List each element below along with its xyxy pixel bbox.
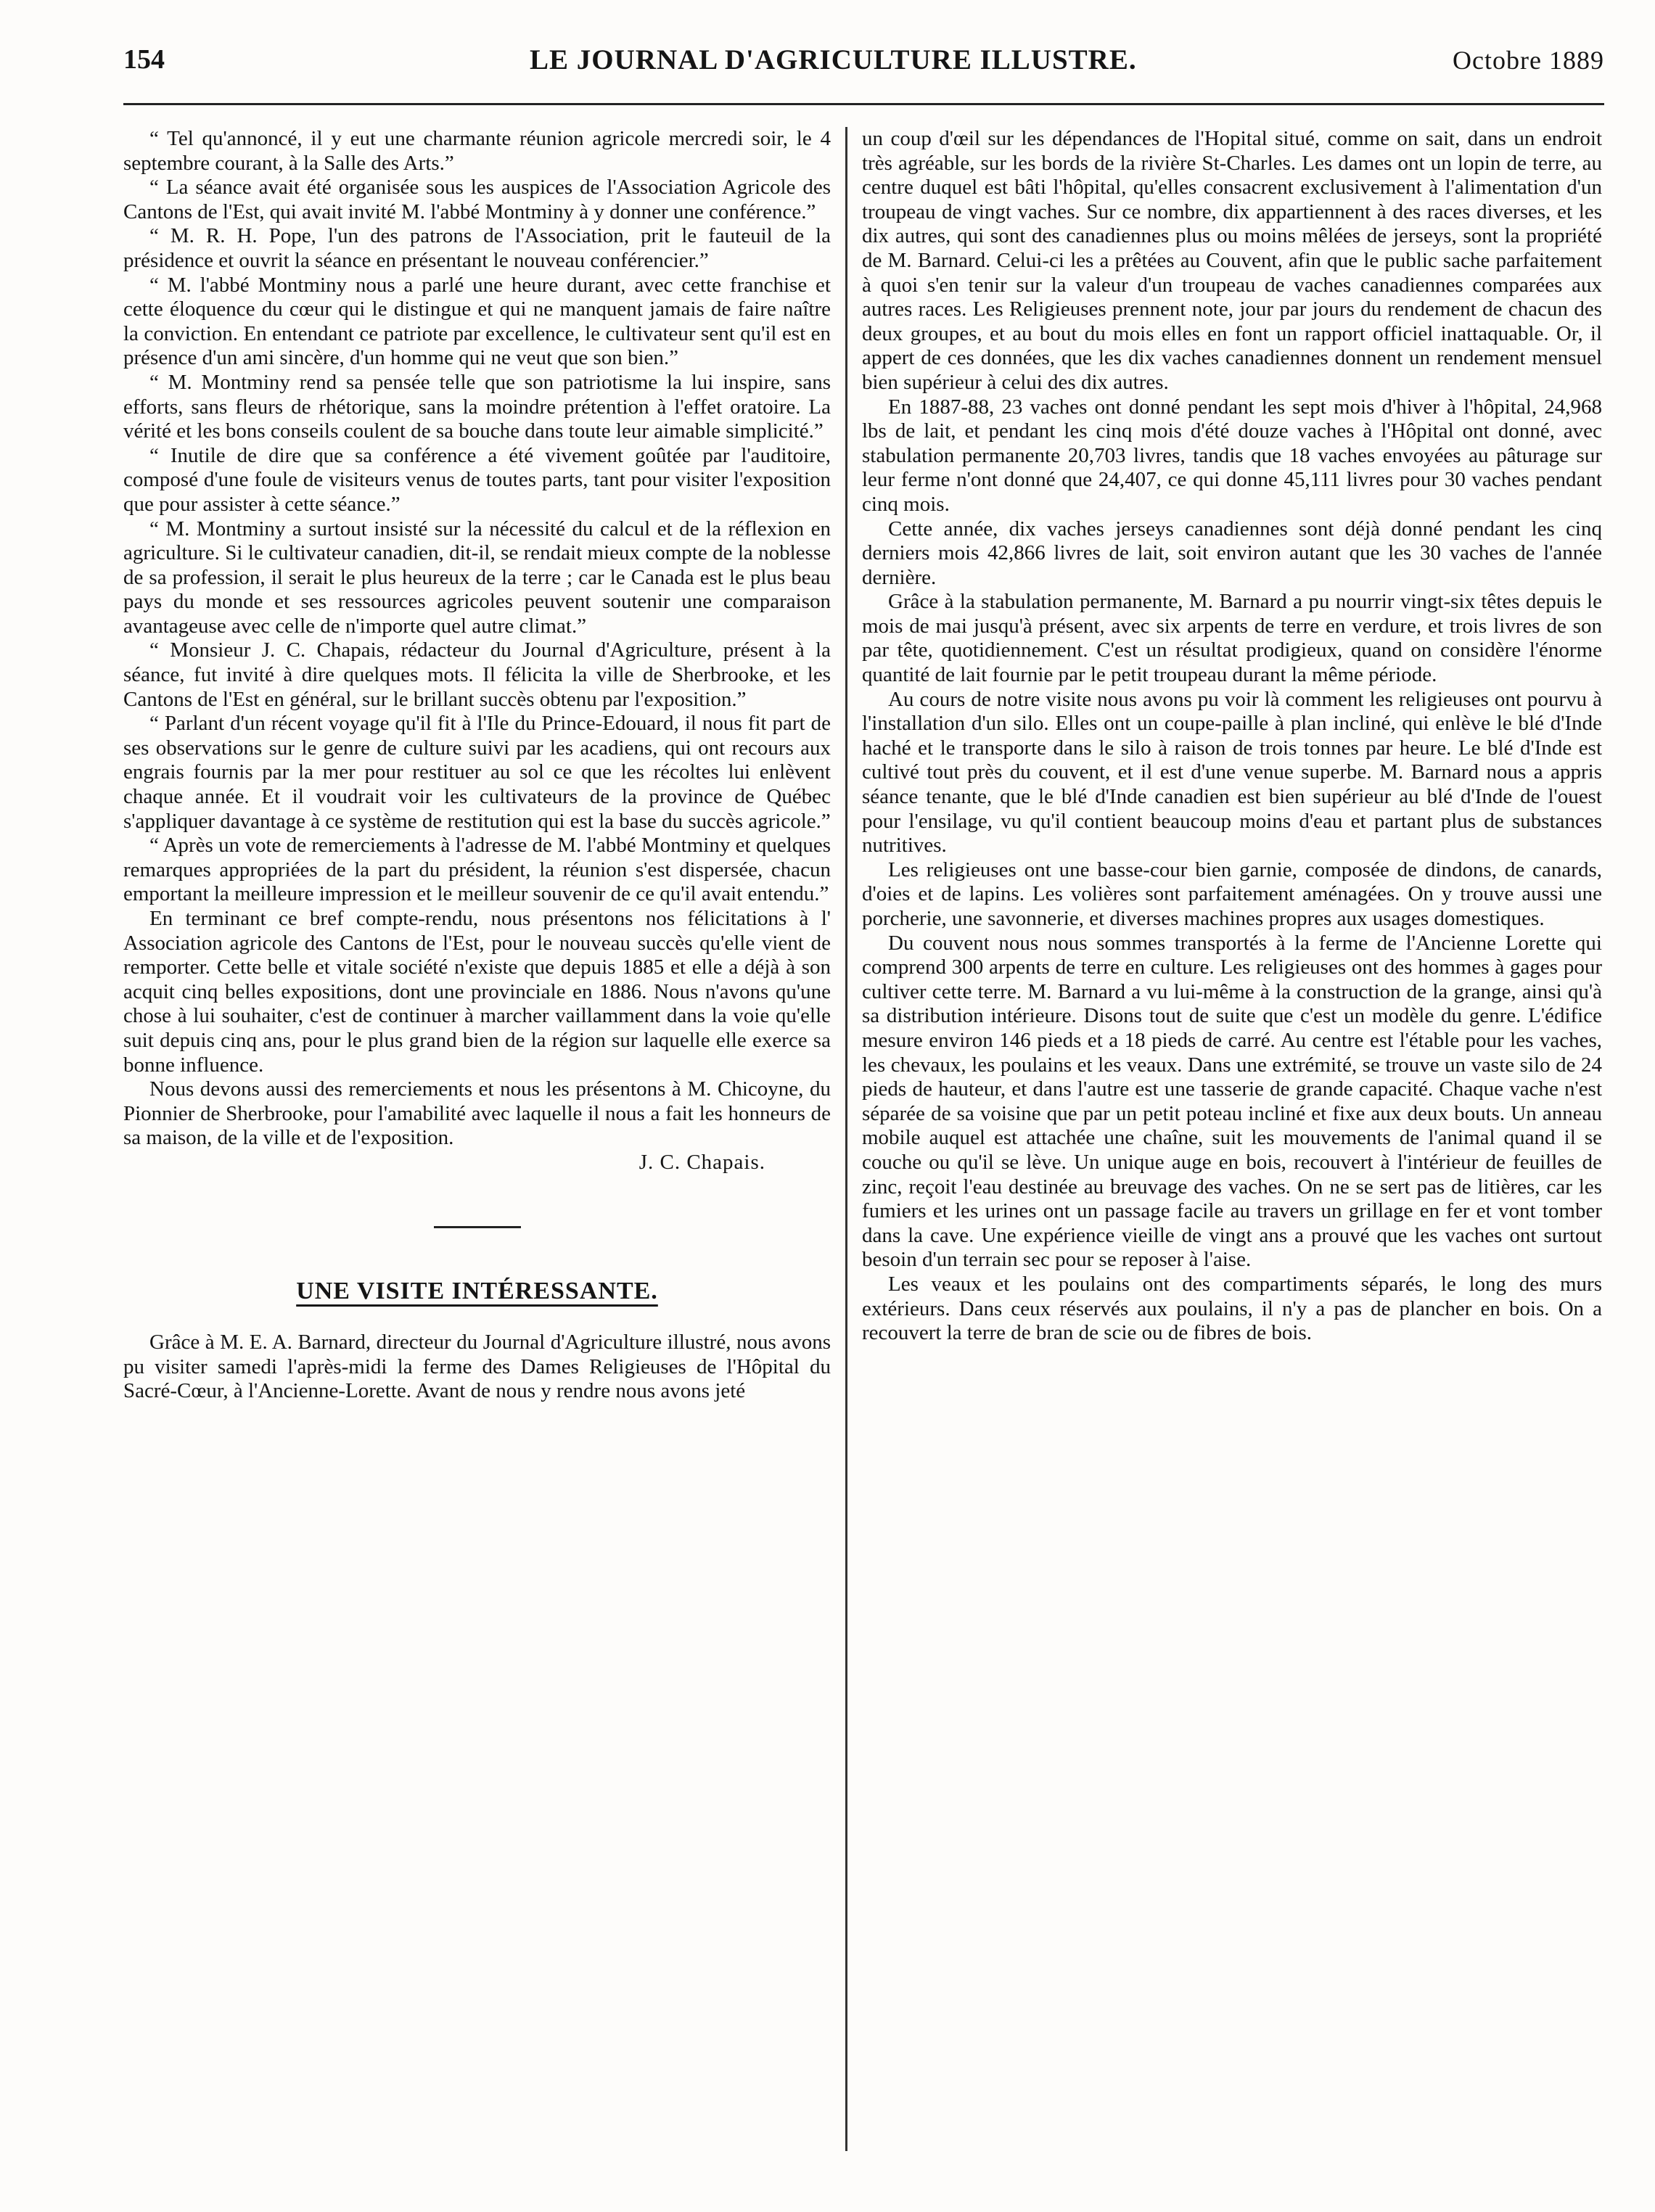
article-paragraph: Nous devons aussi des remerciements et nous les présentons à M. Chicoyne, du Pionnier de Sherbrooke, pour l'amabilité avec laquelle il nous a fait les honneurs de sa maison, de la ville et de l'exposition. [123, 1077, 831, 1150]
section-title: UNE VISITE INTÉRESSANTE. [296, 1277, 658, 1304]
article-paragraph: “ M. Montminy rend sa pensée telle que son patriotisme la lui inspire, sans efforts, sans fleurs de rhétorique, sans la moindre prétention à l'effet oratoire. La vérité et les bons conseils coulent de sa bouche dans toute leur aimable simplicité.” [123, 370, 831, 443]
article-paragraph: Les veaux et les poulains ont des compartiments séparés, le long des murs extérieurs. Dans ceux réservés aux poulains, il n'y a pas de plancher en bois. On a recouvert la terre de bran de scie ou de fibres de bois. [862, 1272, 1602, 1345]
article-paragraph: “ M. R. H. Pope, l'un des patrons de l'Association, prit le fauteuil de la présidence et ouvrit la séance en présentant le nouveau conférencier.” [123, 224, 831, 272]
article-paragraph: Du couvent nous nous sommes transportés à la ferme de l'Ancienne Lorette qui comprend 300 arpents de terre en culture. Les religieuses ont des hommes à gages pour cultiver cette terre. M. Barnard a vu lui-même à la construction de la grange, ainsi qu'à sa distribution intérieure. Disons tout de suite que c'est un modèle du genre. L'édifice mesure environ 146 pieds et a 18 pieds de carré. Au centre est l'étable pour les vaches, les chevaux, les poulains et les veaux. Dans une extrémité, se trouve un vaste silo de 24 pieds de hauteur, et dans l'autre est une tasserie de grande capacité. Chaque vache n'est séparée de sa voisine que par un petit poteau incliné et fixe aux deux bouts. Un anneau mobile auquel est attachée une chaîne, suit les mouvements de l'animal quand il se couche ou qu'il se lève. Un unique auge en bois, recouvert à l'intérieur de feuilles de zinc, reçoit l'eau destinée au breuvage des vaches. On ne se sert pas de litières, car les fumiers et les urines ont un passage facile au travers un grillage en fer et vont tomber dans la cave. Une expérience vieille de vingt ans a prouvé que les vaches ont surtout besoin d'un terrain sec pour se reposer à l'aise. [862, 931, 1602, 1272]
column-divider [845, 127, 847, 2151]
article-paragraph: En terminant ce bref compte-rendu, nous présentons nos félicitations à l' Association agricole des Cantons de l'Est, pour le nouveau succès qu'elle vient de remporter. Cette belle et vitale société n'existe que depuis 1885 et elle a déjà à son acquit cinq belles expositions, dont une provinciale en 1886. Nous n'avons qu'une chose à lui souhaiter, c'est de continuer à marcher vaillamment dans la voie qu'elle suit depuis cinq ans, pour le plus grand bien de la région sur laquelle elle exerce sa bonne influence. [123, 907, 831, 1077]
article-paragraph: “ Après un vote de remerciements à l'adresse de M. l'abbé Montminy et quelques remarques appropriées de la part du président, la réunion s'est dispersée, chacun emportant la meilleure impression et le meilleur souvenir de ce qu'il avait entendu.” [123, 834, 831, 906]
author-signature: J. C. Chapais. [638, 1150, 765, 1174]
page-header [123, 44, 1604, 87]
article-paragraph: “ Inutile de dire que sa conférence a été vivement goûtée par l'auditoire, composé d'une foule de visiteurs venus de toutes parts, tant pour visiter l'exposition que pour assister à cette séance.” [123, 443, 831, 516]
header-rule [123, 103, 1604, 105]
left-column [123, 127, 831, 1404]
section-divider [434, 1226, 521, 1228]
article-paragraph: “ Monsieur J. C. Chapais, rédacteur du Journal d'Agriculture, présent à la séance, fut invité à dire quelques mots. Il félicita la ville de Sherbrooke, et les Cantons de l'Est en général, sur le brillant succès obtenu par l'exposition.” [123, 638, 831, 711]
right-column [862, 127, 1602, 1346]
article-paragraph: “ La séance avait été organisée sous les auspices de l'Association Agricole des Cantons de l'Est, qui avait invité M. l'abbé Montminy à y donner une conférence.” [123, 176, 831, 223]
article-paragraph: Les religieuses ont une basse-cour bien garnie, composée de dindons, de canards, d'oies et de lapins. Les volières sont parfaitement aménagées. On y trouve aussi une porcherie, une savonnerie, et diverses machines propres aux usages domestiques. [862, 858, 1602, 930]
article-paragraph: “ Tel qu'annoncé, il y eut une charmante réunion agricole mercredi soir, le 4 septembre courant, à la Salle des Arts.” [123, 127, 831, 175]
article-paragraph: En 1887-88, 23 vaches ont donné pendant les sept mois d'hiver à l'hôpital, 24,968 lbs de lait, et pendant les cinq mois d'été douze vaches à l'Hôpital ont donné, avec stabulation permanente 20,703 livres, tandis que 18 vaches envoyées au pâturage sur leur ferme n'ont donné que 24,407, ce qui donne 45,111 livres pour 30 vaches pendant cinq mois. [862, 395, 1602, 516]
issue-date: Octobre 1889 [1453, 46, 1604, 75]
article-paragraph: “ M. l'abbé Montminy nous a parlé une heure durant, avec cette franchise et cette éloquence du cœur qui le distingue et qui ne manquent jamais de faire naître la conviction. En entendant ce patriote par excellence, le cultivateur sent qu'il est en présence d'un ami sincère, d'un homme qui ne veut que son bien.” [123, 273, 831, 370]
article-paragraph: Grâce à la stabulation permanente, M. Barnard a pu nourrir vingt-six têtes depuis le mois de mai jusqu'à présent, avec six arpents de terre en verdure, et trois livres de son par tête, quotidiennement. C'est un résultat prodigieux, quand on considère l'énorme quantité de lait fournie par le petit troupeau durant la même période. [862, 590, 1602, 687]
article-paragraph: Au cours de notre visite nous avons pu voir là comment les religieuses ont pourvu à l'installation d'un silo. Elles ont un coupe-paille à plan incliné, qui enlève le blé d'Inde haché et le transporte dans le silo à raison de trois tonnes par heure. Le blé d'Inde est cultivé tout près du couvent, et il est d'une venue superbe. M. Barnard nous a appris séance tenante, que le blé d'Inde canadien est bien supérieur au blé d'Inde de l'ouest pour l'ensilage, vu qu'il contient beaucoup moins d'eau et partant plus de substances nutritives. [862, 687, 1602, 858]
article-paragraph: un coup d'œil sur les dépendances de l'Hopital situé, comme on sait, dans un endroit très agréable, sur les bords de la rivière St-Charles. Les dames ont un lopin de terre, au centre duquel est bâti l'hôpital, qu'elles consacrent exclusivement à l'alimentation d'un troupeau de vingt vaches. Sur ce nombre, dix appartiennent à des races diverses, et les dix autres, qui sont des canadiennes plus ou moins mêlées de jerseys, sont la propriété de M. Barnard. Celui-ci les a prêtées au Couvent, afin que le public sache parfaitement à quoi s'en tenir sur la valeur d'un troupeau de vaches canadiennes comparées aux autres races. Les Religieuses prennent note, jour par jours du rendement de chacun des deux groupes, et au bout du mois elles en font un rapport officiel inattaquable. Or, il appert de ces données, que les dix vaches canadiennes donnent un rendement mensuel bien supérieur à celui des dix autres. [862, 127, 1602, 394]
article-paragraph: Cette année, dix vaches jerseys canadiennes sont déjà donné pendant les cinq derniers mois 42,866 livres de lait, soit environ autant que les 30 vaches de l'année dernière. [862, 517, 1602, 589]
article-paragraph: Grâce à M. E. A. Barnard, directeur du Journal d'Agriculture illustré, nous avons pu visiter samedi l'après-midi la ferme des Dames Religieuses de l'Hôpital du Sacré-Cœur, à l'Ancienne-Lorette. Avant de nous y rendre nous avons jeté [123, 1331, 831, 1403]
journal-title: LE JOURNAL D'AGRICULTURE ILLUSTRE. [530, 44, 1137, 75]
page-number: 154 [123, 44, 165, 75]
article-paragraph: “ Parlant d'un récent voyage qu'il fit à l'Ile du Prince-Edouard, il nous fit part de ses observations sur le genre de culture suivi par les acadiens, qui ont recours aux engrais fournis par la mer pour restituer au sol ce que les récoltes lui enlèvent chaque année. Et il voudrait voir les cultivateurs de la province de Québec s'appliquer davantage à ce système de restitution qui est la base du succès agricole.” [123, 712, 831, 833]
article-paragraph: “ M. Montminy a surtout insisté sur la nécessité du calcul et de la réflexion en agriculture. Si le cultivateur canadien, dit-il, se rendait mieux compte de la noblesse de sa profession, il serait le plus heureux de la terre ; car le Canada est le plus beau pays du monde et ses ressources agricoles peuvent soutenir une comparaison avantageuse avec celle de n'importe quel autre climat.” [123, 517, 831, 638]
